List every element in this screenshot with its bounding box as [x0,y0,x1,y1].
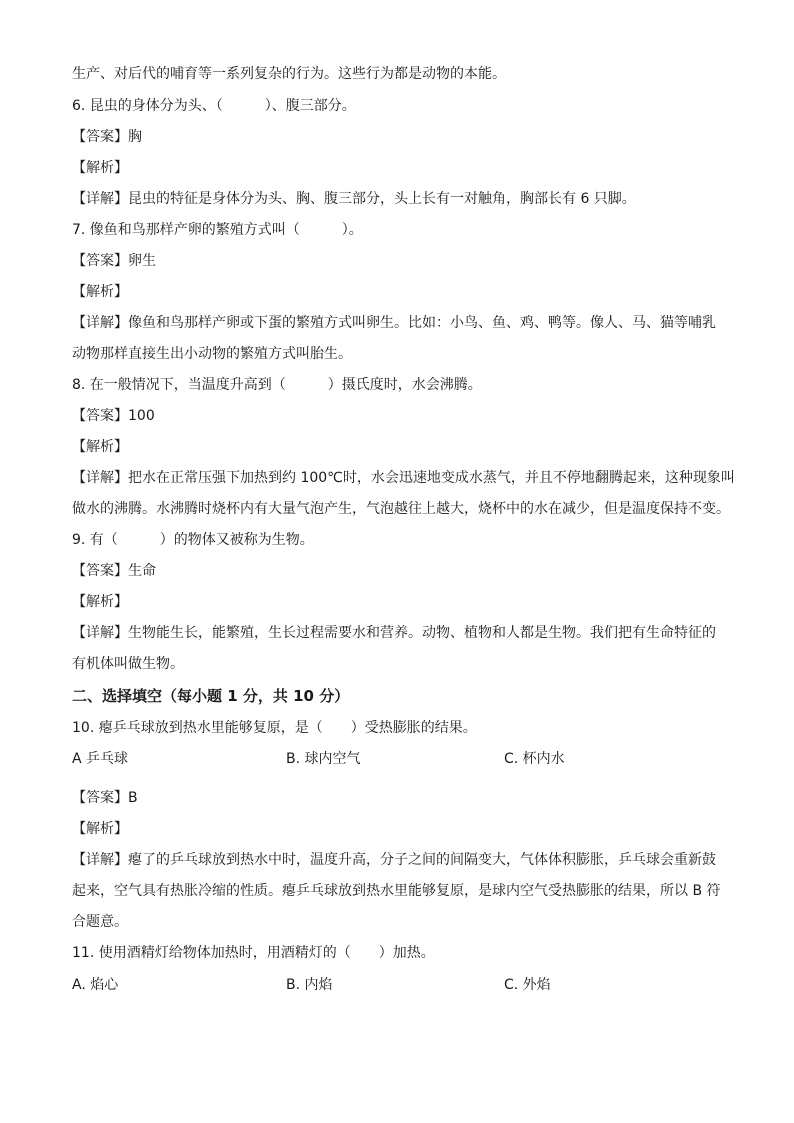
q7-detail-line-2: 动物那样直接生出小动物的繁殖方式叫胎生。 [72,346,352,362]
q8-question: 8. 在一般情况下，当温度升高到（ ）摄氏度时，水会沸腾。 [72,377,482,393]
q10-option-c: C. 杯内水 [504,751,565,767]
intro-tail-text: 生产、对后代的哺育等一系列复杂的行为。这些行为都是动物的本能。 [72,66,506,82]
q10-options [72,749,724,769]
q7-analysis-label: 【解析】 [72,284,128,300]
q8-analysis-label: 【解析】 [72,439,128,455]
q9-detail-line-1: 【详解】生物能生长，能繁殖，生长过程需要水和营养。动物、植物和人都是生物。我们把有生命特征的 [72,625,716,641]
q6-question: 6. 昆虫的身体分为头、（ ）、腹三部分。 [72,98,356,114]
q11-question: 11. 使用酒精灯给物体加热时，用酒精灯的（ ）加热。 [72,945,435,961]
q9-question: 9. 有（ ）的物体又被称为生物。 [72,532,314,548]
q7-question: 7. 像鱼和鸟那样产卵的繁殖方式叫（ ）。 [72,222,363,238]
section-2-title: 二、选择填空（每小题 1 分，共 10 分） [72,687,350,705]
q8-answer: 【答案】100 [72,408,155,424]
q10-option-b: B. 球内空气 [286,751,361,767]
q9-detail-line-2: 有机体叫做生物。 [72,656,184,672]
q11-option-a: A. 焰心 [72,977,119,993]
q8-detail-line-2: 做水的沸腾。水沸腾时烧杯内有大量气泡产生，气泡越往上越大，烧杯中的水在减少，但是温度保持不变。 [72,501,730,517]
q10-detail-line-1: 【详解】瘪了的乒乓球放到热水中时，温度升高，分子之间的间隔变大，气体体积膨胀，乒乓球会重新鼓 [72,852,716,868]
q10-detail-line-3: 合题意。 [72,914,128,930]
q10-question: 10. 瘪乒乓球放到热水里能够复原，是（ ）受热膨胀的结果。 [72,720,477,736]
q6-answer: 【答案】胸 [72,129,142,145]
q8-detail-line-1: 【详解】把水在正常压强下加热到约 100℃时，水会迅速地变成水蒸气，并且不停地翻腾起来，这种现象叫 [72,470,735,486]
q10-analysis-label: 【解析】 [72,821,128,837]
q6-analysis-label: 【解析】 [72,160,128,176]
q11-options [72,975,724,995]
q10-answer: 【答案】B [72,790,138,806]
q11-option-b: B. 内焰 [286,977,333,993]
q7-detail-line-1: 【详解】像鱼和鸟那样产卵或下蛋的繁殖方式叫卵生。比如：小鸟、鱼、鸡、鸭等。像人、马、猫等哺乳 [72,315,716,331]
q11-option-c: C. 外焰 [504,977,551,993]
q10-option-a: A 乒乓球 [72,751,129,767]
q6-detail: 【详解】昆虫的特征是身体分为头、胸、腹三部分，头上长有一对触角，胸部长有 6 只脚。 [72,191,636,207]
document-page [72,64,735,995]
q9-analysis-label: 【解析】 [72,594,128,610]
q7-answer: 【答案】卵生 [72,253,156,269]
q10-detail-line-2: 起来，空气具有热胀冷缩的性质。瘪乒乓球放到热水里能够复原，是球内空气受热膨胀的结果，所以 B 符 [72,883,721,899]
q9-answer: 【答案】生命 [72,563,156,579]
